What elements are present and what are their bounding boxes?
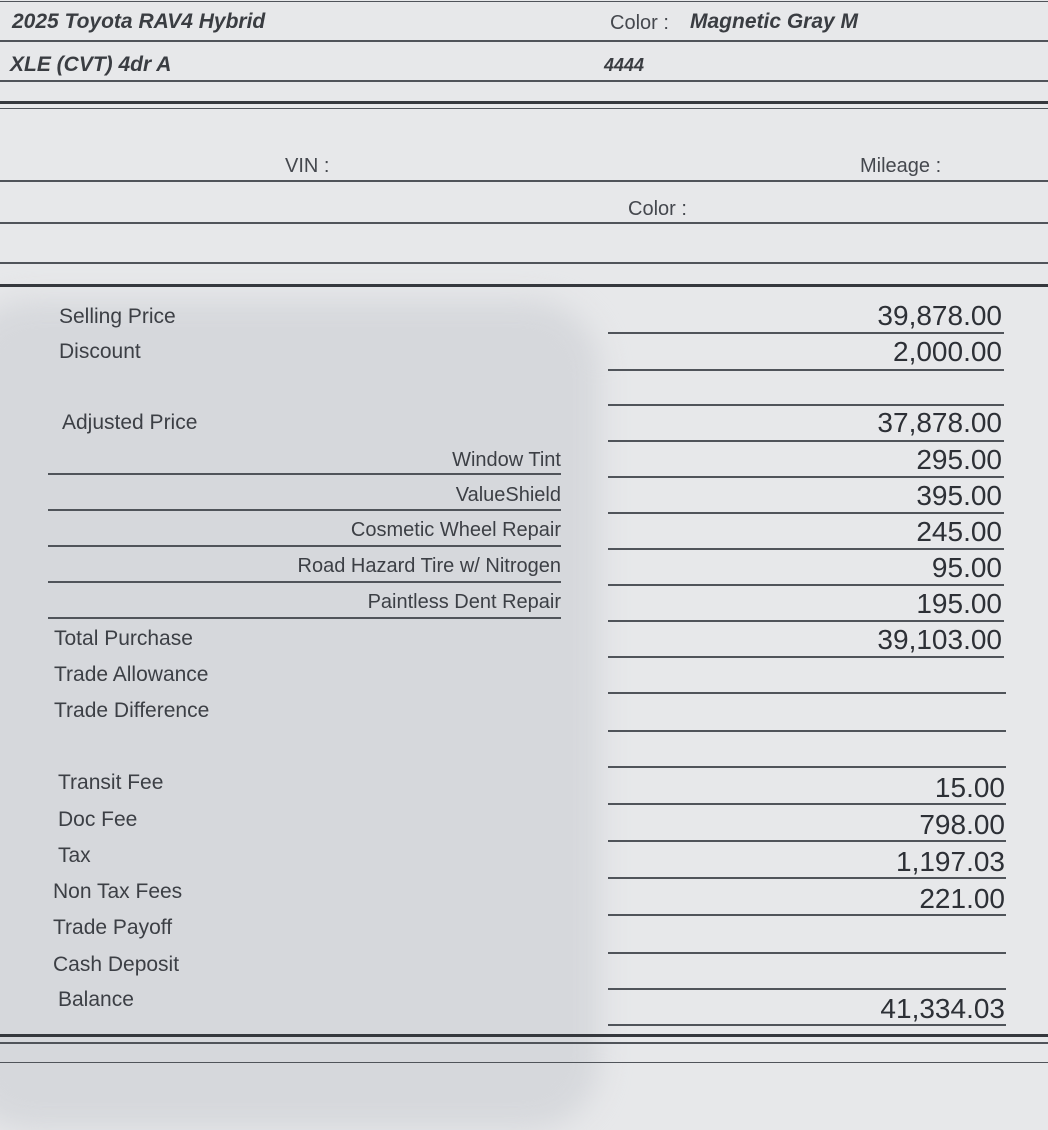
addon-label: Road Hazard Tire w/ Nitrogen	[297, 555, 561, 577]
rule	[0, 262, 1048, 264]
addon-label: Cosmetic Wheel Repair	[350, 519, 561, 541]
doc-fee-label: Doc Fee	[58, 808, 138, 831]
addon-value: 245.00	[916, 516, 1002, 547]
vin-label: VIN :	[285, 155, 330, 177]
tax-label: Tax	[58, 844, 91, 867]
addon-label: Window Tint	[452, 449, 561, 471]
rule	[0, 1042, 1048, 1044]
vehicle-color-label: Color :	[610, 12, 669, 34]
addon-label: ValueShield	[455, 484, 561, 506]
addon-label: Paintless Dent Repair	[367, 591, 561, 613]
mileage-label: Mileage :	[860, 155, 942, 177]
rule	[0, 284, 1048, 287]
doc-fee-value: 798.00	[919, 809, 1005, 840]
vehicle-title: 2025 Toyota RAV4 Hybrid	[12, 10, 266, 33]
rule	[608, 877, 1006, 879]
rule	[0, 1, 1048, 2]
rule	[608, 440, 1004, 442]
rule	[0, 1062, 1048, 1063]
rule	[608, 656, 1004, 658]
rule	[608, 512, 1004, 514]
balance-value: 41,334.03	[880, 993, 1005, 1024]
rule	[0, 1034, 1048, 1037]
cash-deposit-label: Cash Deposit	[53, 953, 180, 976]
stock-number: 4444	[604, 55, 645, 75]
rule	[608, 803, 1006, 805]
rule	[0, 80, 1048, 82]
rule	[48, 473, 561, 475]
rule	[608, 548, 1004, 550]
discount-value: 2,000.00	[893, 336, 1002, 367]
rule	[608, 914, 1006, 916]
non-tax-fees-label: Non Tax Fees	[53, 880, 183, 903]
rule	[48, 581, 561, 583]
rule	[48, 509, 561, 511]
non-tax-fees-value: 221.00	[919, 883, 1005, 914]
rule	[608, 332, 1004, 334]
rule	[608, 766, 1006, 768]
rule	[48, 545, 561, 547]
trade-difference-label: Trade Difference	[54, 699, 210, 722]
total-purchase-value: 39,103.00	[877, 624, 1002, 655]
rule	[0, 108, 1048, 109]
trade-payoff-label: Trade Payoff	[53, 916, 173, 939]
rule	[608, 692, 1006, 694]
rule	[0, 180, 1048, 182]
transit-fee-value: 15.00	[934, 772, 1005, 803]
trade-color-label: Color :	[628, 198, 687, 220]
balance-label: Balance	[58, 988, 134, 1011]
rule	[608, 730, 1006, 732]
rule	[0, 222, 1048, 224]
rule	[608, 584, 1004, 586]
transit-fee-label: Transit Fee	[58, 771, 164, 794]
selling-price-label: Selling Price	[59, 305, 176, 328]
rule	[608, 369, 1004, 371]
rule	[608, 1024, 1006, 1026]
rule	[608, 840, 1006, 842]
rule	[608, 952, 1006, 954]
addon-value: 195.00	[916, 588, 1002, 619]
addon-value: 295.00	[916, 444, 1002, 475]
rule	[608, 620, 1004, 622]
rule	[0, 40, 1048, 42]
total-purchase-label: Total Purchase	[54, 627, 193, 650]
rule	[0, 101, 1048, 104]
selling-price-value: 39,878.00	[877, 300, 1002, 331]
rule	[48, 617, 561, 619]
adjusted-price-value: 37,878.00	[877, 407, 1002, 438]
adjusted-price-label: Adjusted Price	[62, 411, 198, 434]
addon-value: 395.00	[916, 480, 1002, 511]
discount-label: Discount	[59, 340, 141, 363]
vehicle-color-value: Magnetic Gray M	[690, 10, 859, 33]
rule	[608, 476, 1004, 478]
rule	[608, 988, 1006, 990]
rule	[608, 404, 1004, 406]
tax-value: 1,197.03	[896, 846, 1005, 877]
vehicle-trim: XLE (CVT) 4dr A	[10, 53, 172, 76]
addon-value: 95.00	[931, 552, 1002, 583]
trade-allowance-label: Trade Allowance	[54, 663, 209, 686]
